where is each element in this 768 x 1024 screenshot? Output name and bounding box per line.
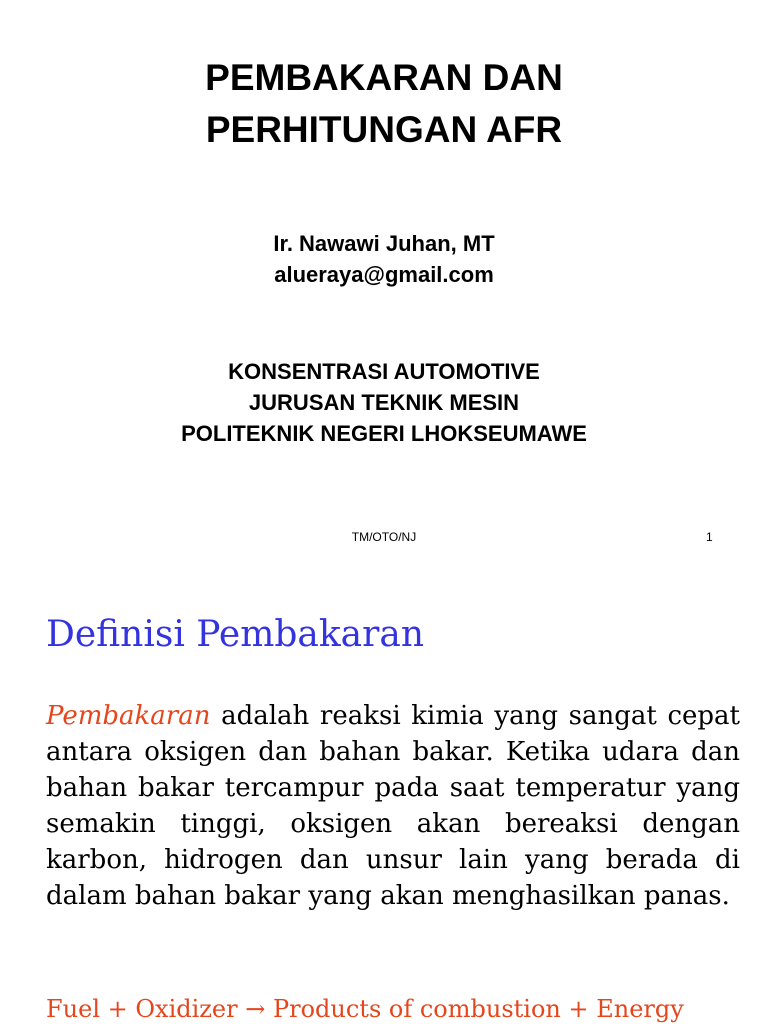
slide-title-line-1: PEMBAKARAN DAN [205,57,563,98]
institution-line-1: KONSENTRASI AUTOMOTIVE [228,359,540,384]
definition-paragraph [46,698,740,914]
institution-line-3: POLITEKNIK NEGERI LHOKSEUMAWE [181,421,587,446]
author-email: alueraya@gmail.com [274,262,494,287]
institution-block [0,356,768,449]
page-number: 1 [706,530,713,544]
definition-heading: Definisi Pembakaran [46,614,424,655]
author-name: Ir. Nawawi Juhan, MT [273,231,495,256]
institution-line-2: JURUSAN TEKNIK MESIN [248,390,520,415]
author-block [0,228,768,290]
definition-term: Pembakaran [46,701,211,731]
footer-code: TM/OTO/NJ [351,530,417,544]
combustion-equation: Fuel + Oxidizer → Products of combustion + Energy [46,995,684,1023]
definition-text: adalah reaksi kimia yang sangat cepat antara oksigen dan bahan bakar. Ketika udara dan bahan bakar tercampur pada saat temperatur yang semakin tinggi, oksigen akan bereaksi dengan karbon, hidrogen dan unsur lain yang berada di dalam bahan bakar yang akan menghasilkan panas. [46,701,740,911]
slide-title-line-2: PERHITUNGAN AFR [205,109,563,150]
definition-slide [0,576,768,1024]
slide-title [0,52,768,156]
